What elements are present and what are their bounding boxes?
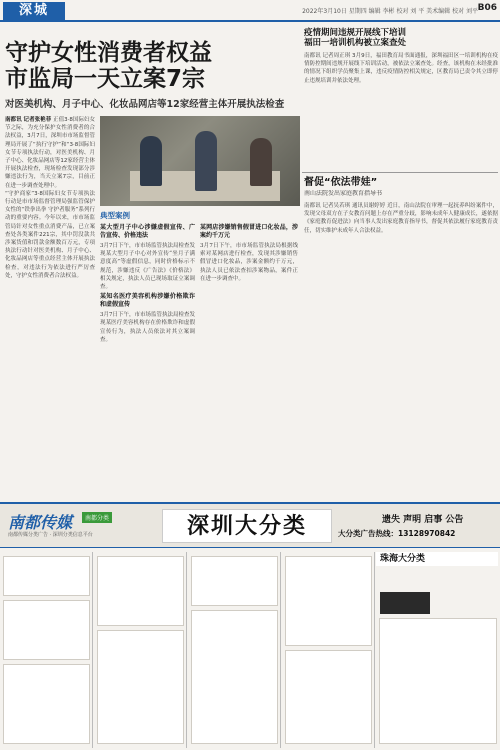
right-story-2-title: [304, 178, 377, 188]
right-story-1-line-1: 疫情期间违规开展线下培训: [304, 28, 407, 38]
photo-person: [140, 136, 162, 186]
headline: [5, 40, 285, 92]
ad-hotline: 大分类广告热线：13128970842: [338, 529, 456, 538]
right-story-2-body: 南都讯 记者吴若琪 通讯员谢婷婷 近日，南山法院在审理一起抚养纠纷案件中，发现父母双方在子女教育问题上存在严重分歧，影响未成年人健康成长，遂依据《家庭教育促进法》向当事人发出家庭教育指导书，督促其依法履行家庭教育责任，切实维护未成年人合法权益。: [304, 203, 498, 234]
classifieds-area: [0, 552, 500, 750]
notice-types: 遗失 声明 启事 公告: [382, 515, 464, 525]
classified-box: [3, 664, 90, 744]
classified-box: [97, 556, 184, 626]
right-story-2-subtitle: 南山法院发出家庭教育指导书: [304, 190, 383, 197]
right-story-1-body: 南都讯 记者周正琪 3月9日，福田教育局书面通报，深圳福田区一培训机构在疫情防控期间违规开展线下培训活动，被依法立案查处。经查，该机构在未经批准的情况下组织学员聚集上课，违反疫情防控相关规定，区教育局已责令其立即停止违规培训并依法处理。: [304, 53, 498, 84]
case-3-text: 3月7日下午，市市场监管执法局根据线索对某网店进行检查，发现其涉嫌销售假冒进口化妆品，涉案金额约千万元，执法人员已依法查扣涉案物品，案件正在进一步调查中。: [200, 243, 298, 282]
classified-column: [188, 552, 281, 748]
lead-body-2: “守护商家”3·8国际妇女节专项执法行动是市市场监督管理局强监管保护女性的“铁拳出拳 守护者服务”系列行动的重要内容。今年以来，市市场监管局针对女性重点消费产品，已立案查处各类案件221宗，其中罚没款共涉案货值和罚款金额数百万元，专项执法行动针对医美机构、月子中心、化妆品网店等重点经营主体开展执法检查，对违法行为依法进行严厉查处，守护女性消费者合法权益。: [5, 190, 95, 279]
logo-subtitle: 南都传媒分类广告 · 深圳分类信息平台: [8, 532, 93, 538]
classified-box: [285, 556, 372, 646]
nandu-logo: 南都传媒: [8, 513, 73, 532]
classified-column: [94, 552, 187, 748]
case-1-text: 3月7日下午，市市场监管执法局检查发现某大型月子中心对外宣传“坐月子满意度高”等虚假信息，同时价格标示不规范，涉嫌违反《广告法》《价格法》相关规定，执法人员已现场取证立案调查。: [100, 243, 195, 291]
right-story-1-title: [304, 28, 406, 48]
case-3-head: 某网店涉嫌销售假冒进口化妆品，涉案约千万元: [200, 224, 298, 239]
page-number: B06: [477, 3, 497, 13]
classified-box: [191, 610, 278, 744]
zhuhai-classifieds-title: 珠海大分类: [376, 552, 498, 566]
headline-line-2: 市监局一天立案7宗: [5, 66, 206, 92]
classified-box: [285, 650, 372, 744]
classified-column: [376, 552, 500, 748]
classified-box: [3, 556, 90, 596]
classifieds-title: 深圳大分类: [162, 509, 332, 543]
case-2-head: 某知名医疗美容机构涉嫌价格欺诈和虚假宣传: [100, 293, 195, 309]
classified-box: [379, 618, 497, 744]
masthead: [0, 0, 500, 22]
classified-dark-block: [380, 592, 430, 614]
divider: [302, 172, 498, 173]
section-badge: 深城: [3, 2, 65, 20]
lead-column: [5, 116, 95, 496]
classified-box: [3, 600, 90, 660]
photo-person: [250, 138, 272, 186]
case-2-text: 3月7日下午，市市场监管执法局检查发现某医疗美容机构存在价格欺诈和虚假宣传行为，执法人员依法对其立案调查。: [100, 312, 195, 343]
classified-column: [282, 552, 375, 748]
headline-line-1: 守护女性消费者权益: [5, 40, 212, 66]
classified-box: [97, 630, 184, 744]
cases-column-right: [200, 222, 298, 497]
right-story-1-line-2: 福田一培训机构被立案查处: [304, 38, 407, 48]
right-story-2-line-1: 督促“依法带娃”: [304, 177, 378, 188]
photo-person: [195, 131, 217, 191]
cases-column-left: [100, 222, 195, 497]
lead-byline: 南都讯 记者张艳菲: [5, 117, 52, 123]
cases-title: 典型案例: [100, 211, 130, 220]
logo-tag: 南都分类: [82, 512, 112, 523]
subheadline: 对医美机构、月子中心、化妆品网店等12家经营主体开展执法检查: [5, 99, 285, 110]
classified-ad-banner: [0, 502, 500, 548]
news-photo: [100, 116, 300, 206]
issue-meta: 2022年3月10日 星期四 编辑 李彬 校对 刘 平 美术编辑 校对 刘平: [302, 8, 478, 15]
case-1-head: 某大型月子中心涉嫌虚假宣传、广告宣传、价格违法: [100, 224, 195, 239]
lead-body: 正值3·8国际妇女节之际，为充分保护女性消费者的合法权益，3月7日，深圳市市场监督管理局开展了“执行守护”和“3·8国际妇女节专项执法行动，对医美机构、月子中心、化妆品网店等12家经营主体开展执法检查，现场检查发现部分涉嫌违法行为，当天立案7宗，目前正在进一步调查处理中。: [5, 117, 95, 189]
classified-box: [191, 556, 278, 606]
classified-column: [0, 552, 93, 748]
